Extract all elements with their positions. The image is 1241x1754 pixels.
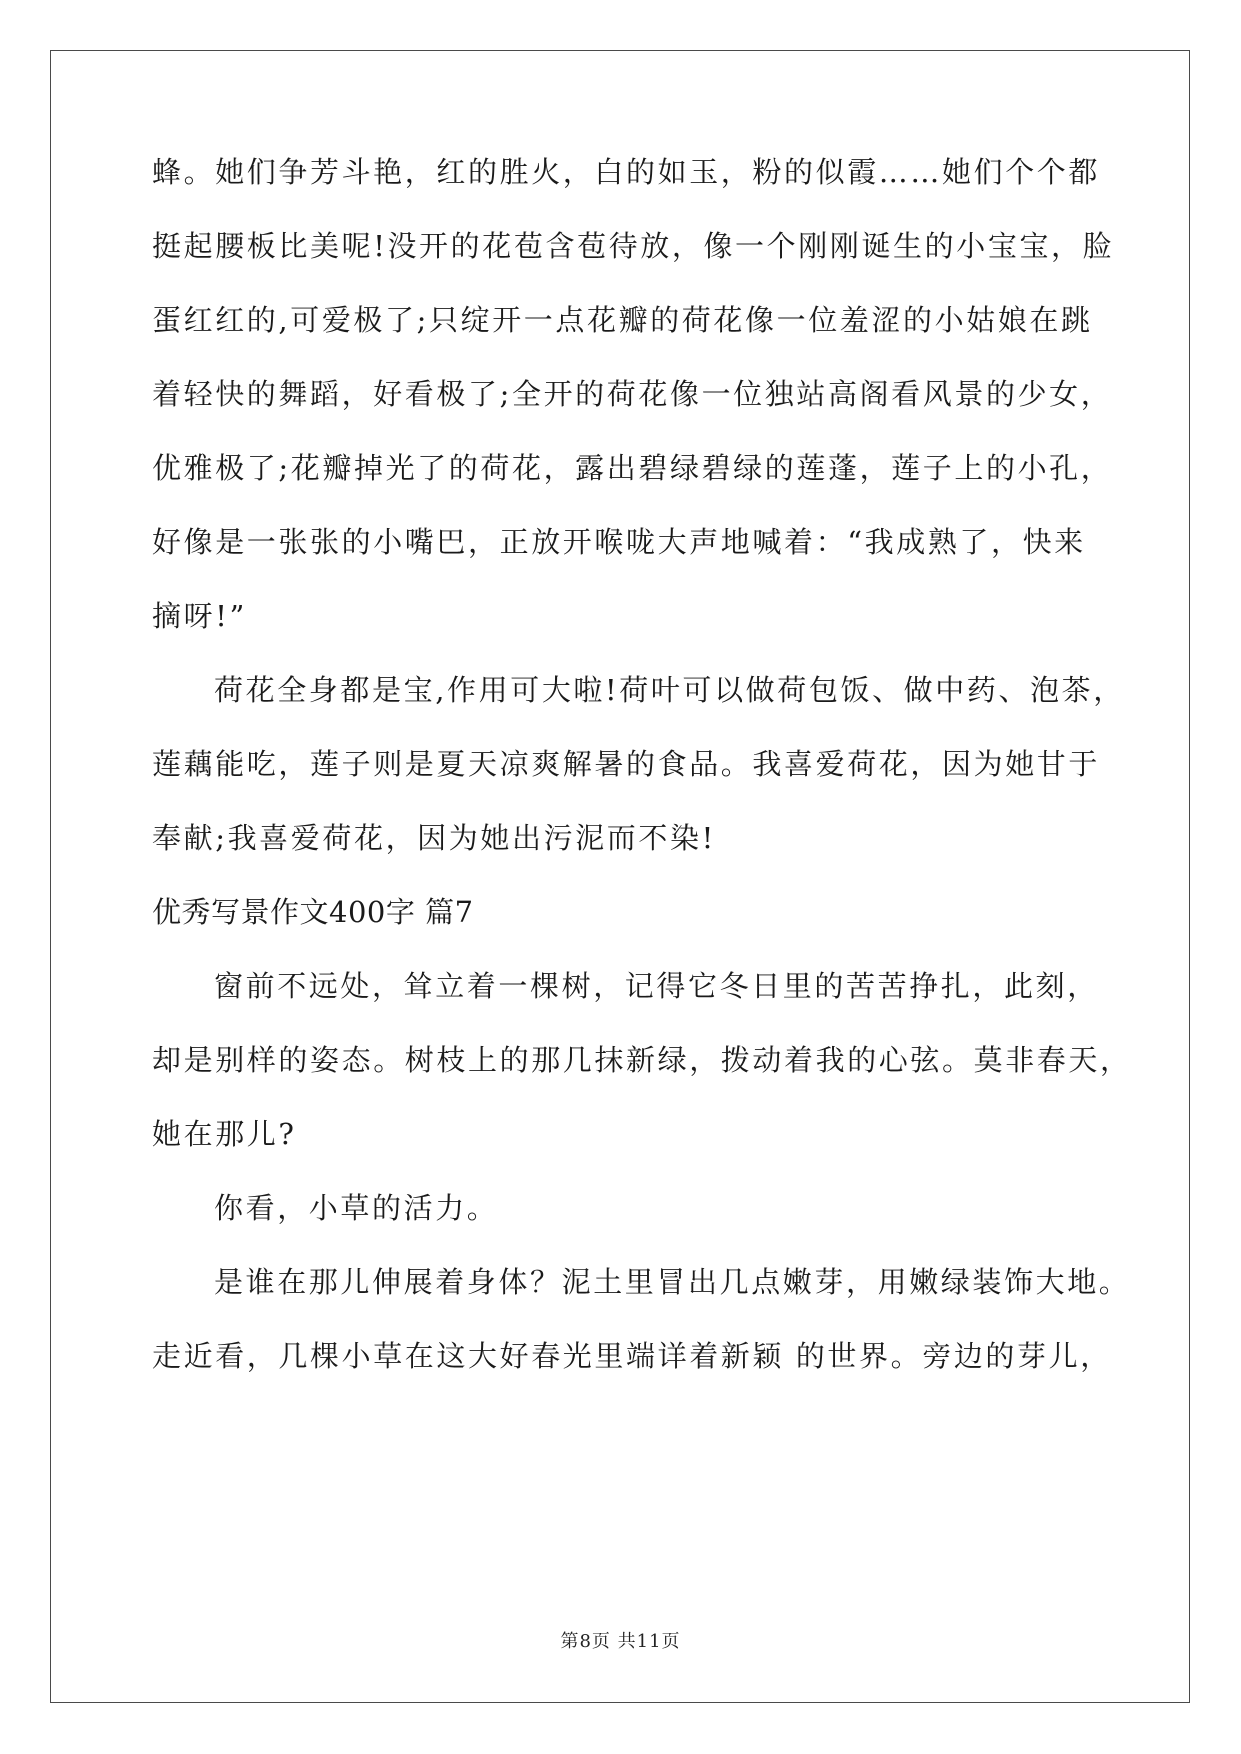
text-line: 莲藕能吃，莲子则是夏天凉爽解暑的食品。我喜爱荷花，因为她甘于 <box>152 747 1101 781</box>
text-line: 着轻快的舞蹈，好看极了;全开的荷花像一位独站高阁看风景的少女， <box>152 377 1113 411</box>
text-line: 优雅极了;花瓣掉光了的荷花，露出碧绿碧绿的莲蓬，莲子上的小孔， <box>152 451 1113 485</box>
text-line: 挺起腰板比美呢!没开的花苞含苞待放，像一个刚刚诞生的小宝宝，脸 <box>152 229 1115 263</box>
page-number-footer: 第8页 共11页 <box>560 1631 681 1652</box>
paragraph-start-line: 是谁在那儿伸展着身体？泥土里冒出几点嫩芽，用嫩绿装饰大地。 <box>214 1265 1131 1299</box>
paragraph-start-line: 荷花全身都是宝,作用可大啦!荷叶可以做荷包饭、做中药、泡茶， <box>214 673 1125 707</box>
text-line: 却是别样的姿态。树枝上的那几抹新绿，拨动着我的心弦。莫非春天， <box>152 1043 1132 1077</box>
paragraph-start-line: 窗前不远处，耸立着一棵树，记得它冬日里的苦苦挣扎，此刻， <box>214 969 1099 1003</box>
text-line: 走近看，几棵小草在这大好春光里端详着新颖 的世界。旁边的芽儿， <box>152 1339 1112 1373</box>
text-line: 好像是一张张的小嘴巴，正放开喉咙大声地喊着：“我成熟了，快来 <box>152 525 1086 559</box>
page-border <box>50 50 1190 1703</box>
text-line: 奉献;我喜爱荷花，因为她出污泥而不染! <box>152 821 716 855</box>
text-line: 她在那儿? <box>152 1117 297 1151</box>
text-line: 摘呀!” <box>152 599 247 633</box>
section-heading: 优秀写景作文400字 篇7 <box>152 895 474 929</box>
paragraph-start-line: 你看，小草的活力。 <box>214 1191 499 1225</box>
text-line: 蛋红红的,可爱极了;只绽开一点花瓣的荷花像一位羞涩的小姑娘在跳 <box>152 303 1093 337</box>
text-line: 蜂。她们争芳斗艳，红的胜火，白的如玉，粉的似霞……她们个个都 <box>152 155 1101 189</box>
